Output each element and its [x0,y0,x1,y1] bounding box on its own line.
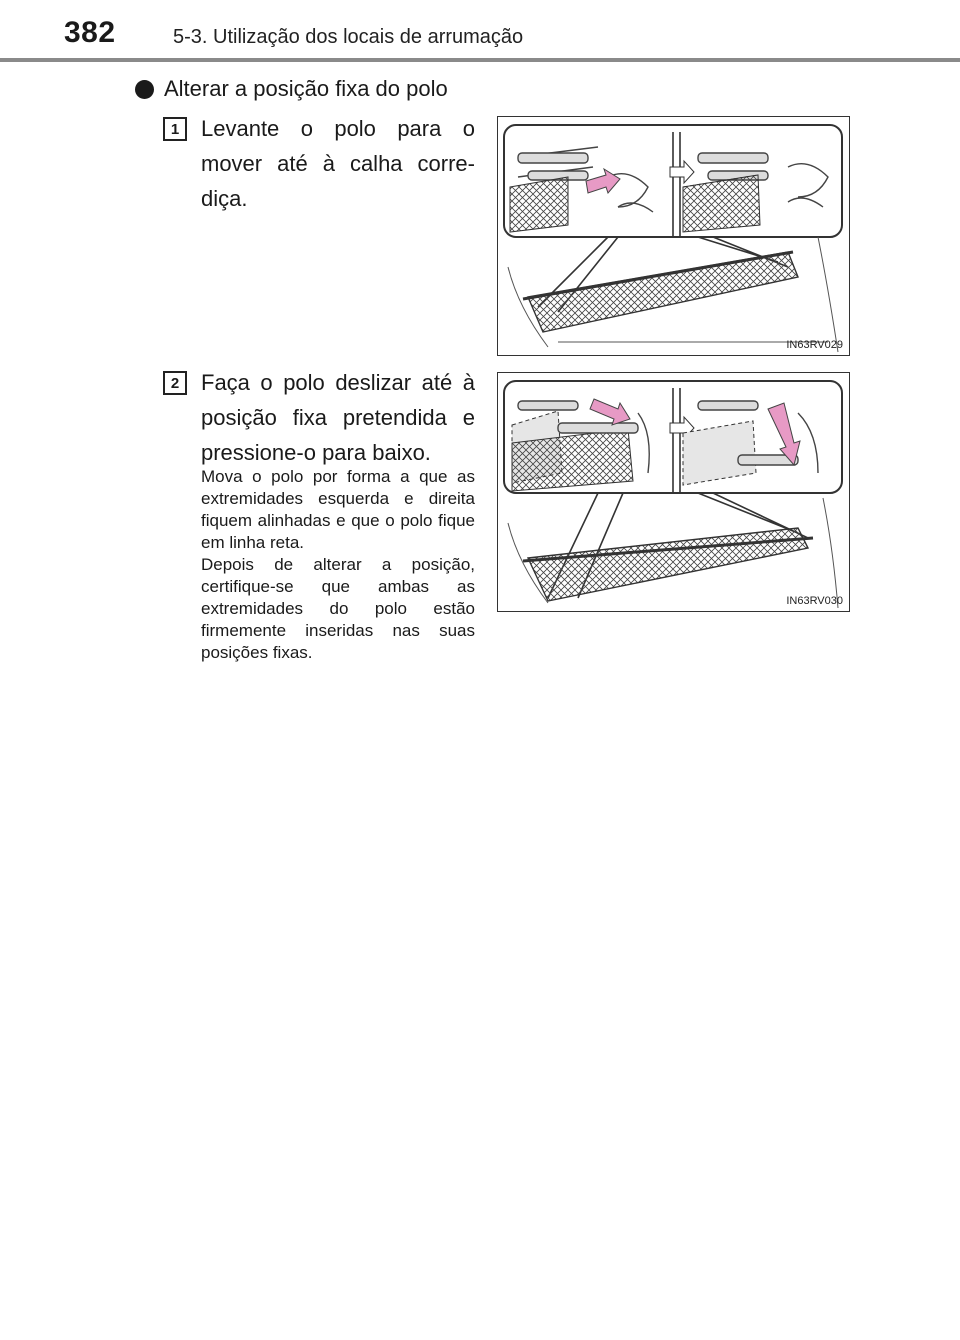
step-2-illustration [498,373,850,612]
step-2-figure-code: IN63RV030 [786,595,843,607]
page-header [0,0,960,70]
step-1-badge: 1 [163,117,187,141]
step-2-note-paragraph-1: Mova o polo por forma a que as extremidades esquerda e direita fiquem alinhadas e que o polo fique em linha reta. [201,467,475,552]
step-1-text: Levante o polo para o mover até à calha corre-diça. [201,116,475,211]
step-1-figure [497,116,850,356]
step-1-figure-code: IN63RV029 [786,339,843,351]
subsection-heading-text: Alterar a posição fixa do polo [164,76,448,101]
step-2-figure [497,372,850,612]
header-rule [0,58,960,62]
step-2-text: Faça o polo deslizar até à posição fixa pretendida e pressione-o para baixo. [201,370,475,465]
step-2-badge: 2 [163,371,187,395]
page-number: 382 [64,16,116,49]
step-2-note-paragraph-2: Depois de alterar a posição, certifique-se que ambas as extremidades do polo estão firmemente inseridas nas suas posições fixas. [201,555,475,662]
step-1-illustration [498,117,850,356]
step-2-note [201,466,475,664]
filled-circle-icon [135,80,154,99]
subsection-heading [135,76,448,102]
section-title: 5-3. Utilização dos locais de arrumação [173,26,524,48]
